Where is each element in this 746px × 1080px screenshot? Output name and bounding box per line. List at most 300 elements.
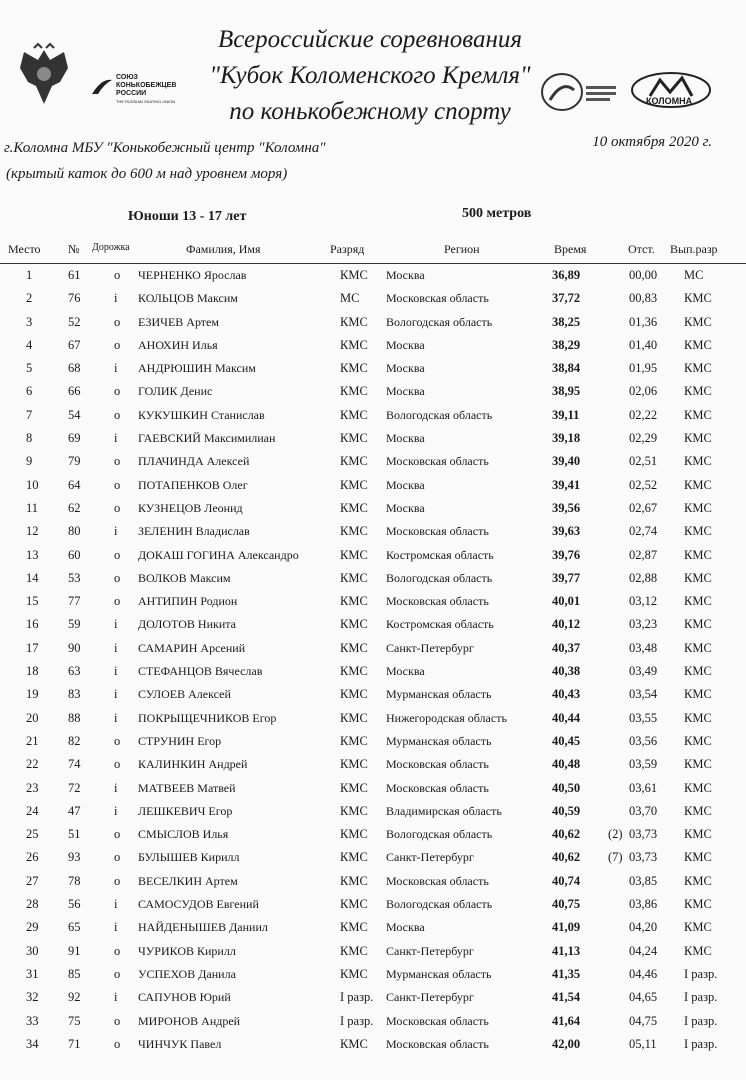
cell-name: ГОЛИК Денис (138, 384, 213, 399)
cell-place: 23 (26, 780, 39, 795)
cell-place: 26 (26, 850, 39, 865)
table-row (0, 940, 746, 963)
cell-rank: КМС (340, 873, 368, 888)
col-header-num: № (68, 242, 80, 256)
cell-done: КМС (684, 291, 712, 306)
cell-place: 15 (26, 594, 39, 609)
cell-diff: 02,67 (629, 500, 658, 515)
cell-done: КМС (684, 477, 712, 492)
cell-diff: 03,85 (629, 873, 658, 888)
cell-place: 11 (26, 500, 39, 515)
cell-diff: 03,23 (629, 617, 658, 632)
cell-num: 90 (68, 640, 81, 655)
cell-time: 41,64 (552, 1013, 581, 1028)
coat-of-arms-icon (8, 42, 80, 110)
cell-rank: КМС (340, 897, 368, 912)
cell-name: КАЛИНКИН Андрей (138, 757, 248, 772)
cell-done: КМС (684, 431, 712, 446)
cell-num: 59 (68, 617, 81, 632)
cell-lane: i (114, 640, 118, 655)
table-row (0, 986, 746, 1009)
cell-rank: КМС (340, 407, 368, 422)
col-header-rank: Разряд (330, 242, 365, 256)
cell-done: КМС (684, 337, 712, 352)
distance: 500 метров (462, 206, 532, 221)
skating-union-logo (90, 70, 180, 110)
table-row (0, 870, 746, 893)
cell-rank: КМС (340, 594, 368, 609)
cell-lane: i (114, 710, 118, 725)
cell-region: Московская область (386, 1013, 489, 1028)
table-row (0, 567, 746, 590)
cell-diff: 04,75 (629, 1013, 658, 1028)
cell-time: 40,45 (552, 733, 581, 748)
cell-done: КМС (684, 920, 712, 935)
col-header-time: Время (554, 242, 587, 256)
cell-name: ДОКАШ ГОГИНА Александро (138, 547, 299, 562)
table-row (0, 846, 746, 869)
cell-diff: 02,87 (629, 547, 658, 562)
cell-lane: i (114, 780, 118, 795)
cell-rank: КМС (340, 268, 368, 282)
cell-place: 1 (26, 268, 33, 282)
cell-lane: i (114, 897, 118, 912)
cell-rank: КМС (340, 524, 368, 539)
cell-num: 75 (68, 1013, 81, 1028)
cell-num: 88 (68, 710, 81, 725)
cell-region: Москва (386, 477, 425, 492)
cell-diff: 02,51 (629, 454, 658, 469)
cell-rank: КМС (340, 617, 368, 632)
cell-done: КМС (684, 617, 712, 632)
cell-region: Нижегородская область (386, 710, 507, 725)
results-table (0, 264, 746, 1056)
cell-lane: i (114, 524, 118, 539)
cell-time: 40,12 (552, 617, 581, 632)
cell-rank: КМС (340, 431, 368, 446)
cell-place: 12 (26, 524, 39, 539)
union-logo-text: СОЮЗ КОНЬКОБЕЖЦЕВ РОССИИ (116, 74, 177, 97)
cell-time: 38,29 (552, 337, 581, 352)
cell-place: 14 (26, 570, 39, 585)
title-line-2: "Кубок Коломенского Кремля" (209, 62, 531, 89)
cell-done: КМС (684, 524, 712, 539)
cell-name: КУКУШКИН Станислав (138, 407, 265, 422)
cell-time: 40,62 (552, 827, 581, 842)
cell-region: Московская область (386, 524, 489, 539)
cell-name: МАТВЕЕВ Матвей (138, 780, 236, 795)
cell-done: КМС (684, 780, 712, 795)
cell-name: ВЕСЕЛКИН Артем (138, 873, 238, 888)
cell-region: Владимирская область (386, 803, 502, 818)
table-row (0, 474, 746, 497)
cell-rank: КМС (340, 943, 368, 958)
cell-lane: o (114, 570, 121, 585)
cell-lane: i (114, 687, 118, 702)
cell-num: 93 (68, 850, 81, 865)
table-row (0, 404, 746, 427)
cell-rank: КМС (340, 687, 368, 702)
cell-done: КМС (684, 454, 712, 469)
cell-note: (2) (608, 827, 623, 842)
cell-lane: o (114, 850, 121, 865)
table-row (0, 334, 746, 357)
cell-done: I разр. (684, 990, 718, 1005)
cell-place: 22 (26, 757, 39, 772)
col-header-done: Вып.разр (670, 242, 718, 256)
cell-region: Москва (386, 431, 425, 446)
table-row (0, 287, 746, 310)
cell-region: Московская область (386, 780, 489, 795)
cell-region: Санкт-Петербург (386, 640, 474, 655)
cell-time: 40,59 (552, 803, 581, 818)
cell-rank: КМС (340, 454, 368, 469)
col-header-diff: Отст. (628, 242, 655, 256)
cell-num: 60 (68, 547, 81, 562)
cell-diff: 04,20 (629, 920, 658, 935)
cell-num: 47 (68, 803, 81, 818)
table-row (0, 916, 746, 939)
cell-time: 40,50 (552, 780, 581, 795)
table-row (0, 590, 746, 613)
cell-rank: КМС (340, 570, 368, 585)
cell-done: КМС (684, 664, 712, 679)
table-row (0, 707, 746, 730)
cell-done: КМС (684, 850, 712, 865)
cell-lane: i (114, 617, 118, 632)
cell-done: КМС (684, 757, 712, 772)
cell-num: 83 (68, 687, 81, 702)
cell-name: ЧЕРНЕНКО Ярослав (138, 268, 247, 282)
cell-diff: 03,54 (629, 687, 658, 702)
cell-time: 39,40 (552, 454, 581, 469)
col-header-region: Регион (444, 242, 480, 256)
cell-region: Московская область (386, 291, 489, 306)
cell-region: Московская область (386, 757, 489, 772)
table-row (0, 683, 746, 706)
cell-place: 33 (26, 1013, 39, 1028)
cell-num: 82 (68, 733, 81, 748)
cell-rank: КМС (340, 547, 368, 562)
col-header-place: Место (8, 242, 41, 256)
skater-icon (90, 74, 114, 98)
cell-time: 40,74 (552, 873, 581, 888)
cell-region: Московская область (386, 1036, 489, 1051)
cell-place: 19 (26, 687, 39, 702)
event-date: 10 октября 2020 г. (592, 134, 712, 150)
cell-rank: КМС (340, 803, 368, 818)
cell-name: УСПЕХОВ Данила (138, 966, 236, 981)
cell-name: ВОЛКОВ Максим (138, 570, 231, 585)
cell-done: МС (684, 268, 704, 282)
cell-num: 65 (68, 920, 81, 935)
cell-diff: 03,55 (629, 710, 658, 725)
cell-region: Мурманская область (386, 733, 492, 748)
cell-time: 40,37 (552, 640, 581, 655)
cell-num: 76 (68, 291, 81, 306)
cell-time: 41,54 (552, 990, 581, 1005)
cell-region: Москва (386, 268, 425, 282)
cell-diff: 02,74 (629, 524, 658, 539)
cell-rank: КМС (340, 477, 368, 492)
cell-place: 20 (26, 710, 39, 725)
cell-place: 34 (26, 1036, 39, 1051)
cell-place: 16 (26, 617, 39, 632)
cell-diff: 03,48 (629, 640, 658, 655)
table-row (0, 520, 746, 543)
cell-region: Московская область (386, 873, 489, 888)
cell-rank: КМС (340, 500, 368, 515)
cell-time: 40,38 (552, 664, 581, 679)
cell-lane: o (114, 314, 121, 329)
page-title (150, 22, 590, 130)
cell-name: ЧИНЧУК Павел (138, 1036, 222, 1051)
cell-place: 18 (26, 664, 39, 679)
table-row (0, 264, 746, 287)
cell-time: 41,35 (552, 966, 581, 981)
cell-region: Москва (386, 500, 425, 515)
cell-rank: КМС (340, 850, 368, 865)
cell-rank: КМС (340, 640, 368, 655)
cell-lane: i (114, 291, 118, 306)
cell-name: ЕЗИЧЕВ Артем (138, 314, 219, 329)
cell-name: МИРОНОВ Андрей (138, 1013, 241, 1028)
table-row (0, 730, 746, 753)
cell-num: 79 (68, 454, 81, 469)
title-line-1: Всероссийские соревнования (218, 26, 522, 53)
table-row (0, 357, 746, 380)
cell-region: Мурманская область (386, 966, 492, 981)
kolomna-logo (630, 70, 712, 110)
cell-done: КМС (684, 547, 712, 562)
cell-time: 40,48 (552, 757, 581, 772)
cell-diff: 02,22 (629, 407, 658, 422)
cell-rank: МС (340, 291, 360, 306)
cell-lane: o (114, 943, 121, 958)
cell-num: 74 (68, 757, 81, 772)
cell-num: 91 (68, 943, 81, 958)
cell-diff: 03,49 (629, 664, 658, 679)
cell-time: 41,13 (552, 943, 581, 958)
cell-num: 85 (68, 966, 81, 981)
cell-done: КМС (684, 407, 712, 422)
cell-region: Костромская область (386, 617, 494, 632)
cell-name: СУЛОЕВ Алексей (138, 687, 231, 702)
cell-done: I разр. (684, 1013, 718, 1028)
cell-num: 61 (68, 268, 81, 282)
table-row (0, 544, 746, 567)
cell-done: КМС (684, 873, 712, 888)
cell-lane: i (114, 803, 118, 818)
cell-lane: o (114, 1036, 121, 1051)
table-row (0, 660, 746, 683)
table-row (0, 753, 746, 776)
cell-place: 4 (26, 337, 33, 352)
cell-rank: КМС (340, 664, 368, 679)
cell-num: 67 (68, 337, 81, 352)
cell-region: Москва (386, 664, 425, 679)
cell-place: 9 (26, 454, 33, 469)
cell-num: 66 (68, 384, 81, 399)
cell-place: 7 (26, 407, 33, 422)
cell-time: 40,43 (552, 687, 581, 702)
cell-lane: o (114, 337, 121, 352)
cell-num: 53 (68, 570, 81, 585)
cell-time: 39,11 (552, 407, 580, 422)
cell-note: (7) (608, 850, 623, 865)
cell-lane: o (114, 477, 121, 492)
federation-logo (540, 70, 620, 114)
title-line-3: по конькобежному спорту (229, 98, 511, 125)
cell-diff: 03,73 (629, 850, 658, 865)
cell-num: 51 (68, 827, 81, 842)
cell-name: ГАЕВСКИЙ Максимилиан (138, 431, 276, 446)
cell-lane: o (114, 1013, 121, 1028)
cell-rank: КМС (340, 314, 368, 329)
cell-time: 41,09 (552, 920, 581, 935)
cell-num: 56 (68, 897, 81, 912)
cell-rank: I разр. (340, 1013, 374, 1028)
cell-region: Вологодская область (386, 314, 493, 329)
cell-done: КМС (684, 314, 712, 329)
cell-num: 71 (68, 1036, 81, 1051)
cell-time: 38,95 (552, 384, 581, 399)
cell-num: 78 (68, 873, 81, 888)
cell-name: ПОТАПЕНКОВ Олег (138, 477, 248, 492)
cell-diff: 02,88 (629, 570, 658, 585)
cell-diff: 02,06 (629, 384, 658, 399)
cell-name: ЗЕЛЕНИН Владислав (138, 524, 250, 539)
cell-name: САПУНОВ Юрий (138, 990, 231, 1005)
cell-region: Вологодская область (386, 570, 493, 585)
cell-num: 64 (68, 477, 81, 492)
cell-lane: o (114, 500, 121, 515)
union-logo-small: THE RUSSIAN SKATING UNION (116, 99, 176, 104)
cell-place: 17 (26, 640, 39, 655)
cell-name: АНОХИН Илья (138, 337, 218, 352)
cell-place: 13 (26, 547, 39, 562)
cell-place: 5 (26, 361, 33, 376)
cell-num: 92 (68, 990, 81, 1005)
cell-lane: i (114, 431, 118, 446)
cell-time: 38,25 (552, 314, 581, 329)
cell-diff: 04,46 (629, 966, 658, 981)
cell-num: 68 (68, 361, 81, 376)
cell-num: 72 (68, 780, 81, 795)
cell-rank: КМС (340, 337, 368, 352)
cell-name: ЧУРИКОВ Кирилл (138, 943, 236, 958)
cell-region: Московская область (386, 594, 489, 609)
cell-rank: КМС (340, 384, 368, 399)
cell-region: Вологодская область (386, 897, 493, 912)
table-row (0, 311, 746, 334)
cell-diff: 01,95 (629, 361, 658, 376)
cell-diff: 01,36 (629, 314, 658, 329)
cell-diff: 01,40 (629, 337, 658, 352)
cell-rank: I разр. (340, 990, 374, 1005)
cell-lane: o (114, 873, 121, 888)
cell-place: 30 (26, 943, 39, 958)
cell-lane: o (114, 547, 121, 562)
cell-place: 8 (26, 431, 33, 446)
cell-time: 36,89 (552, 268, 581, 282)
cell-time: 37,72 (552, 291, 581, 306)
cell-place: 24 (26, 803, 39, 818)
cell-num: 63 (68, 664, 81, 679)
cell-rank: КМС (340, 733, 368, 748)
cell-time: 38,84 (552, 361, 581, 376)
cell-region: Московская область (386, 454, 489, 469)
cell-place: 2 (26, 291, 33, 306)
cell-rank: КМС (340, 757, 368, 772)
cell-time: 40,01 (552, 594, 581, 609)
cell-name: БУЛЫШЕВ Кирилл (138, 850, 240, 865)
cell-name: АНДРЮШИН Максим (138, 361, 256, 376)
cell-diff: 05,11 (629, 1036, 657, 1051)
cell-name: КОЛЬЦОВ Максим (138, 291, 238, 306)
cell-diff: 03,73 (629, 827, 658, 842)
cell-done: КМС (684, 733, 712, 748)
cell-num: 52 (68, 314, 81, 329)
cell-region: Санкт-Петербург (386, 990, 474, 1005)
cell-diff: 03,59 (629, 757, 658, 772)
cell-lane: i (114, 664, 118, 679)
cell-done: КМС (684, 361, 712, 376)
cell-diff: 04,24 (629, 943, 658, 958)
table-row (0, 613, 746, 636)
cell-place: 28 (26, 897, 39, 912)
cell-lane: o (114, 733, 121, 748)
cell-rank: КМС (340, 361, 368, 376)
table-row (0, 427, 746, 450)
cell-region: Москва (386, 361, 425, 376)
cell-name: ЛЕШКЕВИЧ Егор (138, 803, 233, 818)
cell-done: КМС (684, 594, 712, 609)
cell-region: Москва (386, 920, 425, 935)
cell-time: 39,63 (552, 524, 581, 539)
table-row (0, 800, 746, 823)
cell-done: КМС (684, 384, 712, 399)
cell-done: КМС (684, 570, 712, 585)
table-row (0, 963, 746, 986)
cell-done: КМС (684, 803, 712, 818)
cell-region: Вологодская область (386, 827, 493, 842)
table-row (0, 380, 746, 403)
cell-done: КМС (684, 710, 712, 725)
cell-lane: o (114, 407, 121, 422)
venue: г.Коломна МБУ "Конькобежный центр "Коломна" (4, 140, 326, 156)
cell-done: I разр. (684, 966, 718, 981)
cell-lane: i (114, 920, 118, 935)
table-row (0, 777, 746, 800)
cell-lane: o (114, 268, 121, 282)
age-group: Юноши 13 - 17 лет (128, 209, 247, 224)
cell-region: Костромская область (386, 547, 494, 562)
cell-name: СТРУНИН Егор (138, 733, 222, 748)
cell-name: СМЫСЛОВ Илья (138, 827, 229, 842)
cell-region: Мурманская область (386, 687, 492, 702)
table-row (0, 497, 746, 520)
cell-place: 32 (26, 990, 39, 1005)
table-row (0, 893, 746, 916)
cell-rank: КМС (340, 827, 368, 842)
cell-time: 39,76 (552, 547, 581, 562)
cell-diff: 04,65 (629, 990, 658, 1005)
cell-region: Санкт-Петербург (386, 943, 474, 958)
cell-place: 31 (26, 966, 39, 981)
cell-time: 42,00 (552, 1036, 581, 1051)
cell-place: 27 (26, 873, 39, 888)
